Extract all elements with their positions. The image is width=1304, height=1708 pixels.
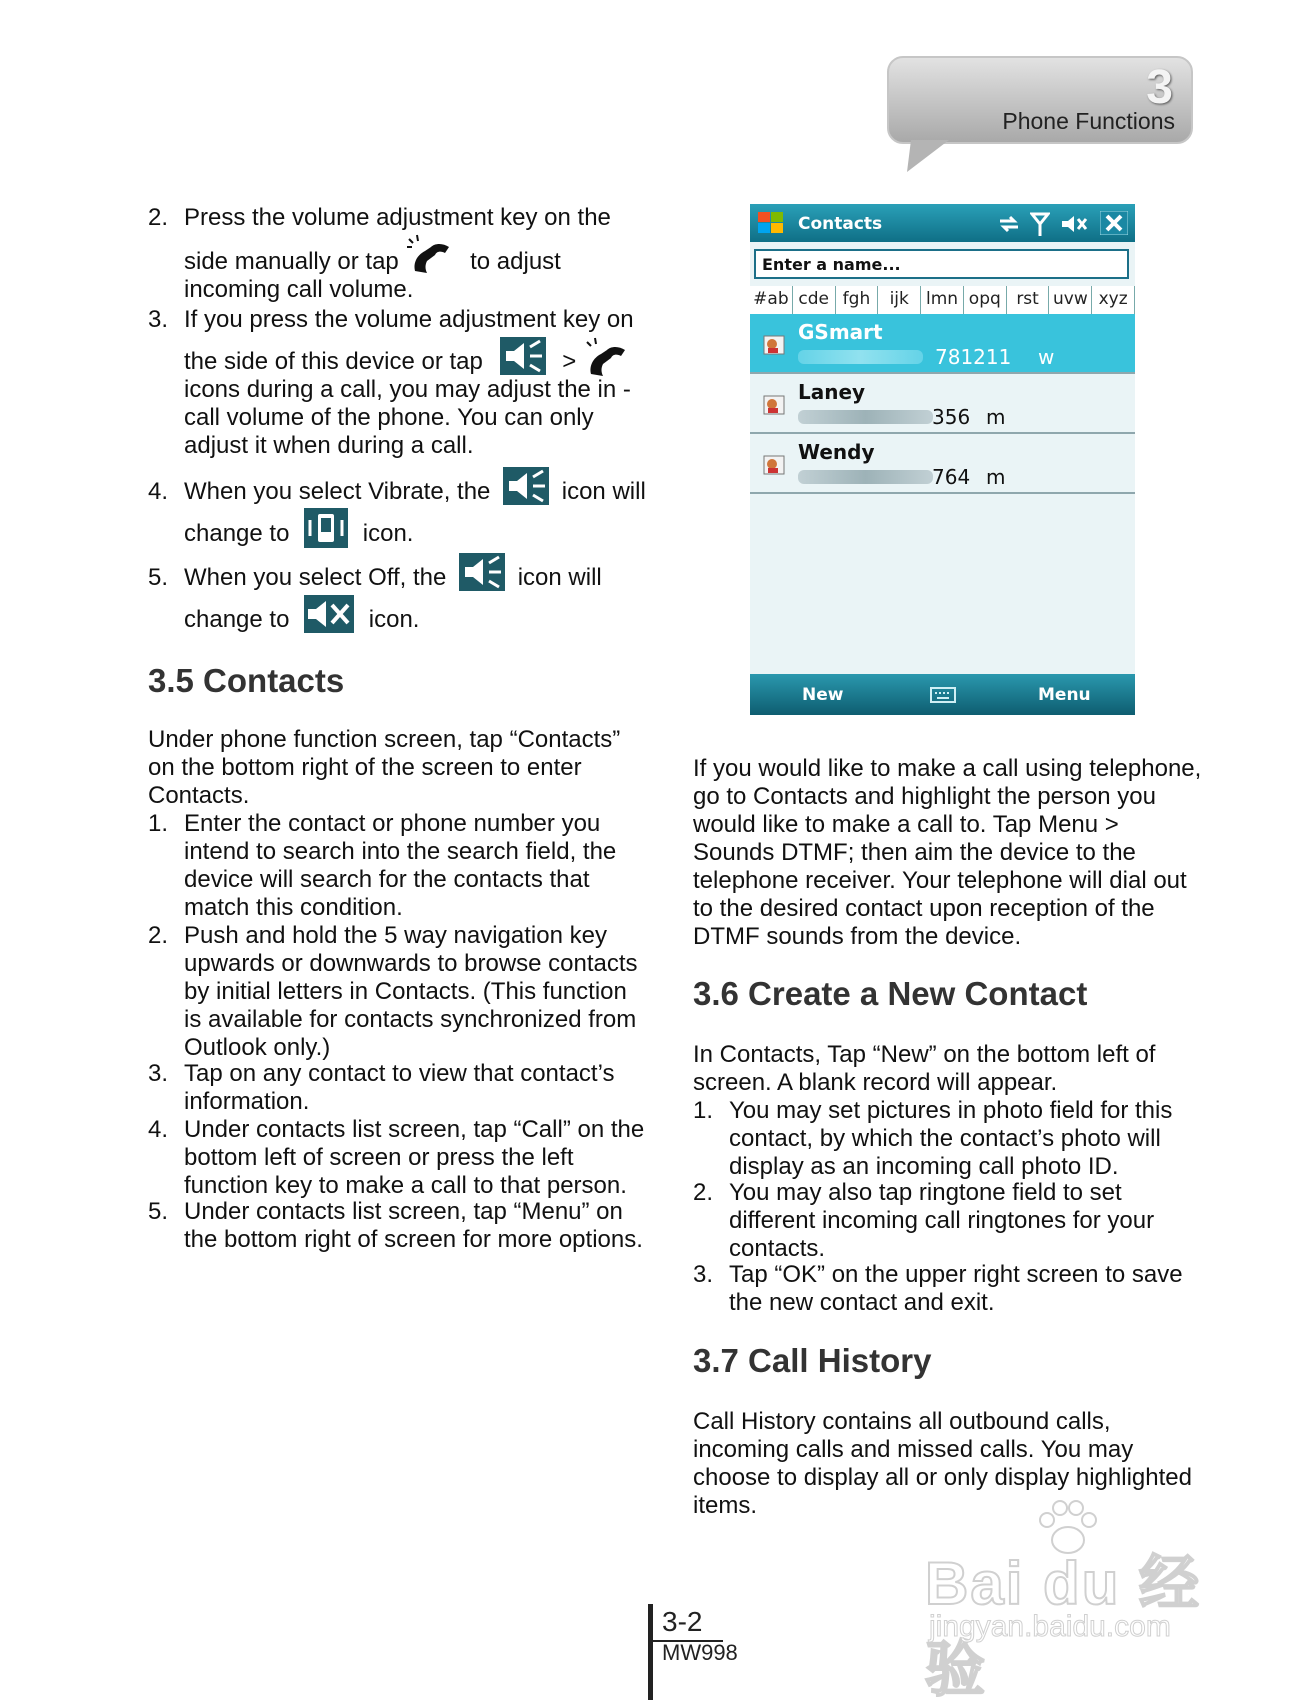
contact-number: 781211	[935, 345, 1012, 369]
dtmf-paragraph: If you would like to make a call using telephone, go to Contacts and highlight the person you would like to make a call to. Tap Menu > Sounds DTMF; then aim the device to the telephone receiver. Your telephone will dial out to the desired contact upon reception of the DTMF sounds from the device.	[693, 755, 1202, 950]
list-item: 5. Under contacts list screen, tap “Menu” on the bottom right of screen for more options.	[148, 1198, 643, 1253]
chapter-title: Phone Functions	[1002, 108, 1175, 134]
contact-row-selected[interactable]	[750, 314, 1135, 374]
signal-icon[interactable]	[1030, 212, 1050, 236]
alpha-tab[interactable]: rst	[1007, 286, 1050, 314]
contact-type: m	[986, 405, 1006, 429]
blurred-number	[798, 350, 923, 364]
alpha-tab[interactable]: cde	[793, 286, 836, 314]
call-history-paragraph: Call History contains all outbound calls, incoming calls and missed calls. You may choose to display all or only display highlighted items.	[693, 1408, 1192, 1519]
list-item: 3. If you press the volume adjustment key on the side of this device or tap > icons during a call, you may adjust the in - call volume of the phone. You can only adjust it when during a call.	[148, 306, 634, 459]
alpha-tab[interactable]: uvw	[1049, 286, 1092, 314]
phone-title: Contacts	[798, 214, 883, 234]
keyboard-icon[interactable]	[930, 687, 956, 703]
new-softkey[interactable]: New	[802, 685, 844, 705]
list-item: 2. You may also tap ringtone field to set different incoming call ringtones for your contacts.	[693, 1179, 1155, 1262]
alpha-tab[interactable]: xyz	[1092, 286, 1135, 314]
section-intro: Under phone function screen, tap “Contacts” on the bottom right of the screen to enter Contacts.	[148, 726, 621, 809]
phone-handset-icon	[583, 336, 627, 376]
section-heading: 3.6 Create a New Contact	[693, 975, 1088, 1012]
list-item: 2. Press the volume adjustment key on the side manually or tap to adjust incoming call volume.	[148, 204, 611, 303]
phone-handset-icon	[405, 233, 453, 275]
list-item: 1. Enter the contact or phone number you intend to search into the search field, the device will search for the contacts that match this condition.	[148, 810, 617, 921]
contact-name: Wendy	[798, 440, 875, 464]
list-item: 5. When you select Off, the icon will change to icon.	[148, 564, 668, 644]
list-item: 1. You may set pictures in photo field for this contact, by which the contact’s photo will display as an incoming call photo ID.	[693, 1097, 1173, 1180]
list-item: 3. Tap on any contact to view that contact’s information.	[148, 1060, 615, 1115]
blurred-number	[798, 410, 933, 424]
contact-card-icon	[762, 392, 786, 416]
speaker-icon	[500, 337, 546, 375]
contact-row[interactable]	[750, 374, 1135, 434]
watermark-brand: Bai du 经验	[925, 1550, 1202, 1703]
contact-card-icon	[762, 332, 786, 356]
menu-softkey[interactable]: Menu	[1038, 685, 1091, 705]
contact-name: Laney	[798, 380, 866, 404]
section-heading: 3.7 Call History	[693, 1342, 932, 1379]
connectivity-icon[interactable]	[998, 215, 1020, 233]
list-item: 2. Push and hold the 5 way navigation key upwards or downwards to browse contacts by initial letters in Contacts. (This function is available for contacts synchronized from Outlook only.)	[148, 922, 638, 1061]
contact-card-icon	[762, 452, 786, 476]
alpha-tab[interactable]: lmn	[921, 286, 964, 314]
section-intro: In Contacts, Tap “New” on the bottom left of screen. A blank record will appear.	[693, 1041, 1156, 1096]
speaker-icon	[459, 553, 505, 591]
contact-name: GSmart	[798, 320, 883, 344]
blurred-number	[798, 470, 933, 484]
list-item: 4. Under contacts list screen, tap “Call” on the bottom left of screen or press the left function key to make a call to that person.	[148, 1116, 645, 1199]
section-heading: 3.5 Contacts	[148, 662, 345, 699]
close-icon[interactable]	[1100, 211, 1128, 235]
footer-divider	[648, 1604, 653, 1700]
chapter-badge	[887, 56, 1193, 144]
contact-row[interactable]	[750, 434, 1135, 494]
alpha-tab[interactable]: ijk	[878, 286, 921, 314]
watermark-url: jingyan.baidu.com	[929, 1610, 1171, 1643]
speaker-icon	[503, 467, 549, 505]
page-number: 3-2	[662, 1606, 703, 1637]
name-search-input[interactable]: Enter a name...	[754, 249, 1129, 279]
contact-number: 764	[932, 465, 971, 489]
alpha-tab[interactable]: fgh	[836, 286, 879, 314]
contact-type: m	[986, 465, 1006, 489]
baidu-watermark	[925, 1498, 1225, 1703]
contact-number: 356	[932, 405, 971, 429]
phone-screenshot	[750, 204, 1135, 715]
contact-type: w	[1038, 345, 1055, 369]
speech-tail-icon	[905, 140, 955, 174]
chapter-number: 3	[1146, 61, 1173, 114]
alpha-tab[interactable]: opq	[964, 286, 1007, 314]
softkey-bar	[750, 674, 1135, 715]
volume-mute-icon[interactable]	[1060, 214, 1088, 234]
alpha-tab[interactable]: #ab	[750, 286, 793, 314]
model-label: MW998	[662, 1640, 738, 1665]
alphabet-tabs	[750, 286, 1135, 314]
mute-icon	[304, 595, 354, 633]
vibrate-icon	[304, 508, 348, 548]
list-item: 3. Tap “OK” on the upper right screen to save the new contact and exit.	[693, 1261, 1183, 1316]
list-item: 4. When you select Vibrate, the icon will change to icon.	[148, 478, 668, 558]
phone-title-bar	[750, 204, 1135, 242]
windows-start-icon[interactable]	[758, 212, 784, 234]
